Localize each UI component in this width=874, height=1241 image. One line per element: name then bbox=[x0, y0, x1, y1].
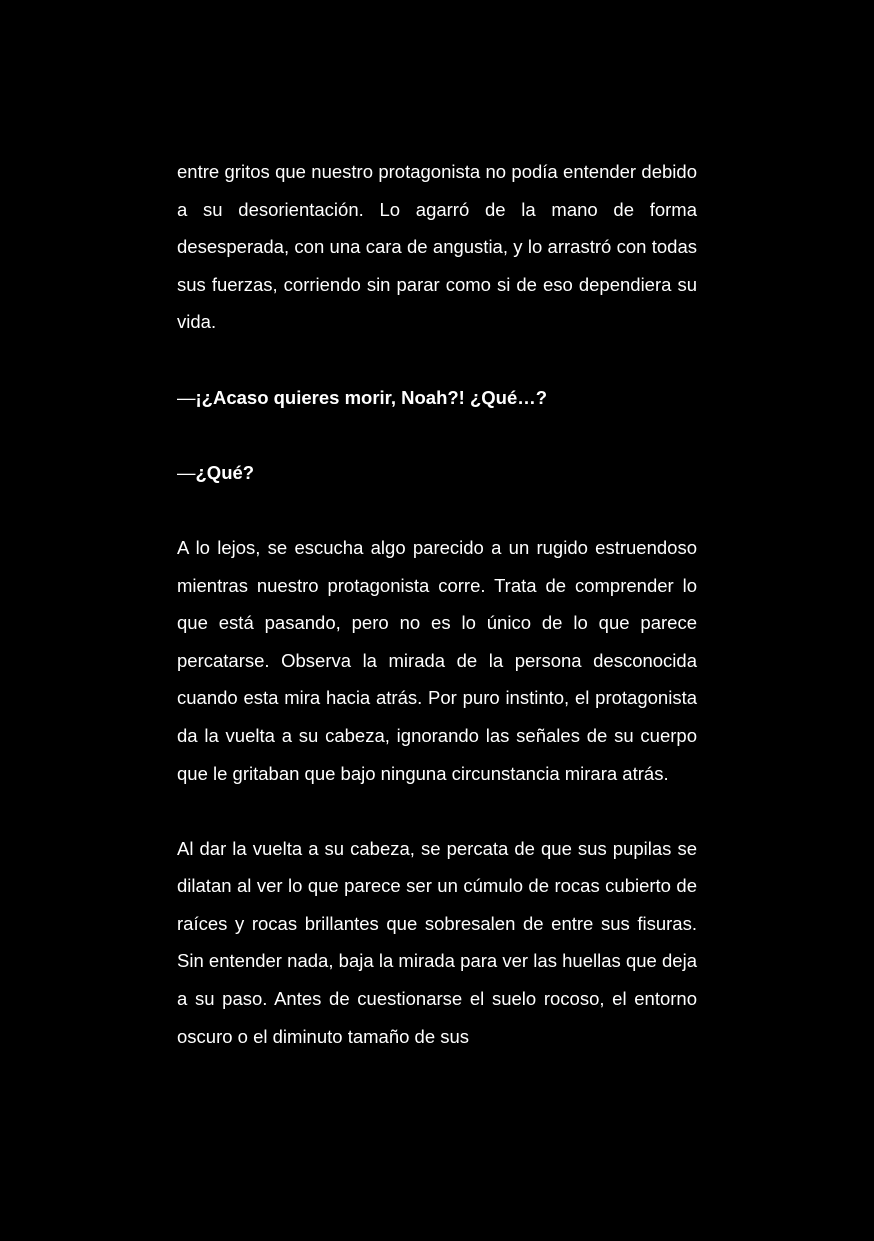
dialogue-text: ¿Qué? bbox=[195, 461, 255, 483]
dialogue-line-1 bbox=[177, 379, 697, 417]
dialogue-text: ¡¿Acaso quieres morir, Noah?! ¿Qué…? bbox=[195, 386, 548, 408]
dialogue-dash: — bbox=[177, 386, 196, 408]
paragraph-1: entre gritos que nuestro protagonista no podía entender debido a su desorientación. Lo agarró de la mano de forma desesperada, con una cara de angustia, y lo arrastró con todas sus fuerzas, corriendo sin parar como si de eso dependiera su vida. bbox=[177, 161, 697, 333]
paragraph-3: Al dar la vuelta a su cabeza, se percata de que sus pupilas se dilatan al ver lo que parece ser un cúmulo de rocas cubierto de raíces y rocas brillantes que sobresalen de entre sus fisuras. Sin entender nada, baja la mirada para ver las huellas que deja a su paso. Antes de cuestionarse el suelo rocoso, el entorno oscuro o el diminuto tamaño de sus bbox=[177, 837, 697, 1047]
paragraph-2: A lo lejos, se escucha algo parecido a un rugido estruendoso mientras nuestro protagonista corre. Trata de comprender lo que está pasando, pero no es lo único de lo que parece percatarse. Observa la mirada de la persona desconocida cuando esta mira hacia atrás. Por puro instinto, el protagonista da la vuelta a su cabeza, ignorando las señales de su cuerpo que le gritaban que bajo ninguna circunstancia mirara atrás. bbox=[177, 536, 697, 784]
document-page bbox=[177, 153, 697, 1093]
dialogue-dash: — bbox=[177, 461, 196, 483]
dialogue-line-2 bbox=[177, 454, 697, 492]
